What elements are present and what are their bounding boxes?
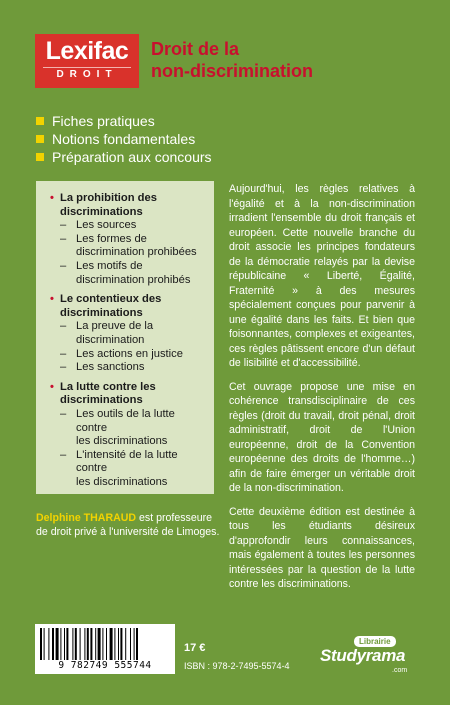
toc-heading-line: La prohibition des [60, 192, 157, 204]
publisher-suffix: .com [392, 667, 408, 674]
toc-heading [50, 293, 206, 320]
toc-item-line: Les sanctions [76, 361, 145, 374]
barcode-bar [120, 628, 122, 660]
barcode-bar [125, 628, 126, 660]
feature-list [36, 112, 212, 166]
toc-section [50, 381, 206, 490]
barcode-bar [80, 628, 81, 660]
description-paragraph: Cet ouvrage propose une mise en cohérence transdisciplinaire de ces règles (droit du travail, droit pénal, droit administratif, droit de l'Union européenne, droit de la Convention européenne des droits de l'homme…) afin de faire émerger un véritable droit de la non-discrimination. [229, 380, 415, 494]
barcode-bar [110, 628, 113, 660]
square-bullet-icon [36, 135, 44, 143]
author-bio-text: est professeure de droit privé à l'université de Limoges. [36, 512, 220, 538]
barcode-bar [52, 628, 54, 660]
toc-heading-line: discriminations [60, 306, 143, 319]
isbn: ISBN : 978-2-7495-5574-4 [184, 661, 290, 671]
publisher-badge: Librairie [354, 636, 396, 647]
barcode-bar [90, 628, 92, 660]
toc-item [50, 449, 206, 490]
feature-label: Préparation aux concours [52, 149, 212, 165]
toc-item [50, 361, 206, 375]
toc-item-line: Les sources [76, 219, 137, 232]
toc-item [50, 260, 206, 287]
barcode-bar [48, 628, 49, 660]
toc-heading-line: Le contentieux des [60, 293, 162, 306]
barcode-bar [95, 628, 96, 660]
dash-icon: – [60, 361, 67, 374]
barcode-bar [60, 628, 61, 660]
toc-heading-line: discriminations [60, 205, 143, 218]
toc-item-line: Les outils de la lutte contre [76, 407, 175, 434]
barcode-bar [64, 628, 65, 660]
barcode-bar [66, 628, 68, 660]
book-description [229, 182, 415, 601]
barcode-bar [98, 628, 101, 660]
toc-item-line: L'intensité de la lutte contre [76, 448, 178, 475]
publisher-logo [316, 636, 420, 676]
toc-item-line: les discriminations [76, 435, 168, 448]
toc-section [50, 192, 206, 287]
toc-section [50, 293, 206, 375]
description-paragraph: Aujourd'hui, les règles relatives à l'égalité et à la non-discrimination irradient l'ensemble du droit français et européen. Cette nouvelle branche du droit associe les principes fondateurs de la démocratie relayés par la devise républicaine « Liberté, Égalité, Fraternité » à des mesures spécialement conçues pour parvenir à une égalité dans les faits. Et bien que foisonnantes, complexes et exigeantes, ces règles pâtissent encore d'un défaut de lisibilité et d'accessibilité. [229, 183, 415, 369]
book-title [151, 38, 431, 82]
barcode-bar [118, 628, 119, 660]
toc-item-line: La preuve de la [76, 320, 154, 333]
toc-item-line: les discriminations [76, 475, 168, 488]
toc-heading [50, 381, 206, 408]
series-logo-subtitle: DROIT [56, 69, 118, 81]
series-logo [35, 34, 139, 88]
toc-item [50, 219, 206, 233]
barcode-bar [44, 628, 45, 660]
barcode-bar [136, 628, 138, 660]
barcode-bar [84, 628, 85, 660]
feature-item [36, 148, 212, 166]
feature-item [36, 130, 212, 148]
barcode-bar [102, 628, 103, 660]
toc-item [50, 320, 206, 347]
toc-item-line: Les motifs de [76, 259, 143, 272]
toc-item [50, 233, 206, 260]
toc-item-line: discrimination prohibées [76, 246, 197, 259]
logo-divider [43, 67, 131, 68]
toc-item-line: discrimination [76, 333, 145, 346]
barcode [35, 624, 175, 674]
toc-item-line: Les formes de [76, 232, 147, 245]
barcode-bar [87, 628, 89, 660]
barcode-bar [134, 628, 135, 660]
book-title-line2: non-discrimination [151, 61, 313, 81]
dash-icon: – [60, 347, 67, 360]
barcode-bar [56, 628, 59, 660]
barcode-bar [40, 628, 42, 660]
barcode-bar [106, 628, 107, 660]
dash-icon: – [60, 448, 67, 461]
barcode-bar [75, 628, 77, 660]
toc-item-line: Les actions en justice [76, 347, 183, 360]
price: 17 € [184, 642, 206, 654]
book-title-line1: Droit de la [151, 39, 240, 59]
feature-item [36, 112, 212, 130]
description-paragraph: Cette deuxième édition est destinée à tous les étudiants désireux d'approfondir leurs connaissances, mais également à toutes les personnes intéressées par la question de la lutte contre les discriminations. [229, 505, 415, 590]
author-name: Delphine THARAUD [36, 512, 137, 524]
table-of-contents [36, 181, 214, 494]
barcode-bar [72, 628, 73, 660]
series-logo-title: Lexifac [45, 37, 129, 65]
feature-label: Notions fondamentales [52, 131, 196, 147]
publisher-name: Studyrama [320, 646, 406, 665]
dash-icon: – [60, 407, 67, 420]
toc-heading-line: discriminations [60, 394, 143, 407]
dash-icon: – [60, 320, 67, 333]
red-bullet-icon: • [50, 192, 54, 204]
toc-heading-line: La lutte contre les [60, 380, 156, 393]
square-bullet-icon [36, 153, 44, 161]
square-bullet-icon [36, 117, 44, 125]
dash-icon: – [60, 232, 67, 245]
barcode-bar [114, 628, 115, 660]
feature-label: Fiches pratiques [52, 113, 155, 129]
toc-item [50, 408, 206, 449]
toc-item [50, 348, 206, 362]
toc-heading [50, 192, 206, 219]
red-bullet-icon: • [50, 293, 54, 306]
author-bio [36, 512, 222, 539]
barcode-digits: 9 782749 555744 [58, 660, 152, 671]
red-bullet-icon: • [50, 380, 54, 393]
barcode-bar [130, 628, 131, 660]
barcode-bars-icon [40, 628, 170, 660]
dash-icon: – [60, 219, 67, 232]
dash-icon: – [60, 259, 67, 272]
toc-item-line: discrimination prohibés [76, 273, 191, 286]
